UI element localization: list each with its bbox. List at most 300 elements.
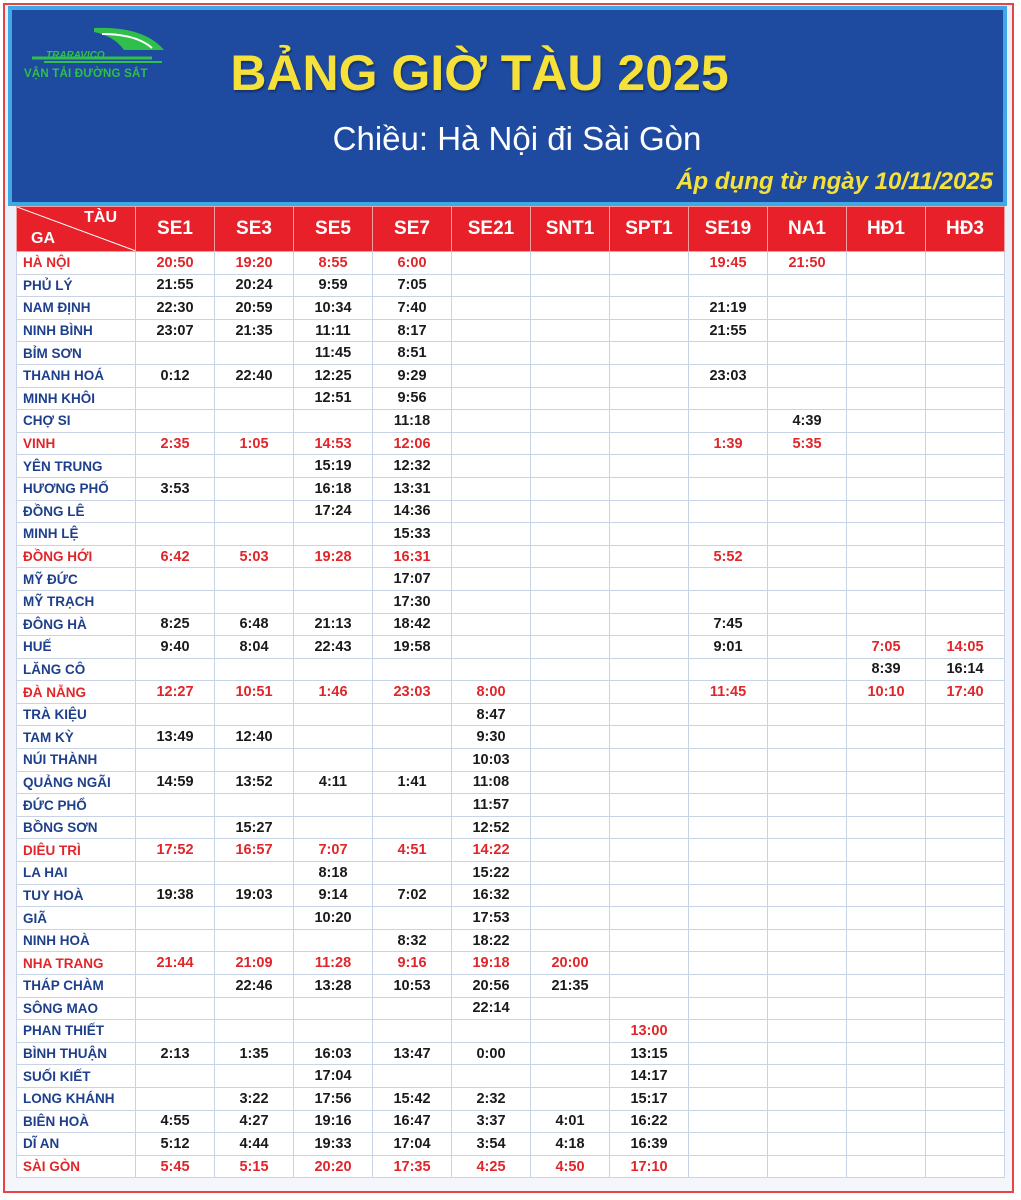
table-row xyxy=(17,975,1005,998)
time-cell xyxy=(215,929,294,952)
time-cell xyxy=(689,477,768,500)
time-cell: 12:40 xyxy=(215,726,294,749)
time-cell xyxy=(452,319,531,342)
time-cell xyxy=(926,1065,1005,1088)
station-name: HUẾ xyxy=(17,636,136,659)
time-cell xyxy=(689,816,768,839)
time-cell: 2:32 xyxy=(452,1087,531,1110)
time-cell xyxy=(689,1155,768,1178)
time-cell xyxy=(294,929,373,952)
time-cell xyxy=(610,884,689,907)
station-name: SÔNG MAO xyxy=(17,997,136,1020)
time-cell: 14:36 xyxy=(373,500,452,523)
time-cell: 8:04 xyxy=(215,636,294,659)
time-cell xyxy=(531,364,610,387)
station-name: DIÊU TRÌ xyxy=(17,839,136,862)
time-cell: 18:42 xyxy=(373,613,452,636)
time-cell: 7:07 xyxy=(294,839,373,862)
time-cell xyxy=(610,410,689,433)
time-cell: 9:56 xyxy=(373,387,452,410)
station-name: GIÃ xyxy=(17,907,136,930)
time-cell xyxy=(610,364,689,387)
time-cell xyxy=(373,997,452,1020)
time-cell xyxy=(689,274,768,297)
time-cell xyxy=(768,703,847,726)
time-cell xyxy=(847,477,926,500)
time-cell xyxy=(373,749,452,772)
train-header: SPT1 xyxy=(610,207,689,252)
time-cell xyxy=(926,545,1005,568)
time-cell: 4:50 xyxy=(531,1155,610,1178)
time-cell: 0:12 xyxy=(136,364,215,387)
time-cell: 14:53 xyxy=(294,432,373,455)
table-row xyxy=(17,1065,1005,1088)
time-cell xyxy=(531,749,610,772)
time-cell xyxy=(926,500,1005,523)
time-cell xyxy=(215,862,294,885)
time-cell: 17:07 xyxy=(373,568,452,591)
time-cell: 16:03 xyxy=(294,1042,373,1065)
time-cell xyxy=(768,907,847,930)
time-cell xyxy=(136,703,215,726)
time-cell xyxy=(531,1042,610,1065)
train-header: SE19 xyxy=(689,207,768,252)
time-cell xyxy=(847,907,926,930)
table-row xyxy=(17,703,1005,726)
time-cell xyxy=(215,749,294,772)
time-cell xyxy=(215,907,294,930)
station-name: ĐÀ NẴNG xyxy=(17,681,136,704)
time-cell: 11:57 xyxy=(452,794,531,817)
table-row xyxy=(17,613,1005,636)
time-cell: 16:14 xyxy=(926,658,1005,681)
time-cell: 10:51 xyxy=(215,681,294,704)
table-row xyxy=(17,1042,1005,1065)
time-cell xyxy=(689,929,768,952)
time-cell: 22:30 xyxy=(136,297,215,320)
time-cell: 20:50 xyxy=(136,252,215,275)
time-cell: 4:18 xyxy=(531,1133,610,1156)
time-cell: 5:52 xyxy=(689,545,768,568)
time-cell xyxy=(373,1020,452,1043)
time-cell xyxy=(531,455,610,478)
time-cell: 19:20 xyxy=(215,252,294,275)
station-name: LĂNG CÔ xyxy=(17,658,136,681)
time-cell xyxy=(610,907,689,930)
time-cell xyxy=(847,387,926,410)
time-cell: 19:18 xyxy=(452,952,531,975)
time-cell xyxy=(847,884,926,907)
time-cell xyxy=(452,636,531,659)
timetable xyxy=(16,206,1005,1178)
time-cell xyxy=(531,274,610,297)
time-cell xyxy=(531,862,610,885)
station-name: VINH xyxy=(17,432,136,455)
time-cell xyxy=(294,1020,373,1043)
time-cell xyxy=(847,342,926,365)
time-cell xyxy=(610,816,689,839)
time-cell xyxy=(847,862,926,885)
time-cell xyxy=(531,636,610,659)
time-cell xyxy=(610,274,689,297)
time-cell: 17:10 xyxy=(610,1155,689,1178)
time-cell xyxy=(847,1020,926,1043)
time-cell xyxy=(136,590,215,613)
table-row xyxy=(17,681,1005,704)
time-cell xyxy=(847,523,926,546)
time-cell: 7:05 xyxy=(847,636,926,659)
time-cell: 16:32 xyxy=(452,884,531,907)
table-row xyxy=(17,636,1005,659)
page-title: BẢNG GIỜ TÀU 2025 xyxy=(230,45,729,101)
time-cell xyxy=(689,500,768,523)
time-cell xyxy=(136,749,215,772)
time-cell xyxy=(531,929,610,952)
time-cell xyxy=(215,477,294,500)
time-cell: 6:48 xyxy=(215,613,294,636)
time-cell xyxy=(610,997,689,1020)
time-cell xyxy=(610,523,689,546)
time-cell xyxy=(531,839,610,862)
time-cell: 8:17 xyxy=(373,319,452,342)
time-cell xyxy=(847,1155,926,1178)
station-name: ĐỒNG HỚI xyxy=(17,545,136,568)
time-cell: 0:00 xyxy=(452,1042,531,1065)
table-row xyxy=(17,387,1005,410)
corner-header xyxy=(17,207,136,252)
time-cell: 23:03 xyxy=(373,681,452,704)
station-name: SUỐI KIẾT xyxy=(17,1065,136,1088)
time-cell: 1:05 xyxy=(215,432,294,455)
time-cell xyxy=(452,455,531,478)
time-cell: 4:27 xyxy=(215,1110,294,1133)
table-row xyxy=(17,1110,1005,1133)
time-cell xyxy=(373,658,452,681)
time-cell xyxy=(136,907,215,930)
time-cell: 8:00 xyxy=(452,681,531,704)
station-name: LA HAI xyxy=(17,862,136,885)
time-cell xyxy=(531,252,610,275)
time-cell: 11:45 xyxy=(294,342,373,365)
time-cell: 20:59 xyxy=(215,297,294,320)
time-cell xyxy=(452,613,531,636)
time-cell: 12:32 xyxy=(373,455,452,478)
time-cell xyxy=(768,455,847,478)
time-cell xyxy=(610,342,689,365)
table-row xyxy=(17,252,1005,275)
time-cell xyxy=(531,884,610,907)
time-cell: 4:11 xyxy=(294,771,373,794)
time-cell xyxy=(926,387,1005,410)
time-cell: 19:03 xyxy=(215,884,294,907)
time-cell xyxy=(452,342,531,365)
table-row xyxy=(17,794,1005,817)
time-cell: 19:45 xyxy=(689,252,768,275)
station-name: NHA TRANG xyxy=(17,952,136,975)
time-cell xyxy=(452,1020,531,1043)
train-header: SE21 xyxy=(452,207,531,252)
time-cell: 1:46 xyxy=(294,681,373,704)
time-cell xyxy=(847,749,926,772)
time-cell: 16:22 xyxy=(610,1110,689,1133)
effective-date: Áp dụng từ ngày 10/11/2025 xyxy=(676,168,993,195)
table-row xyxy=(17,749,1005,772)
time-cell: 10:03 xyxy=(452,749,531,772)
time-cell: 21:44 xyxy=(136,952,215,975)
time-cell xyxy=(294,410,373,433)
time-cell: 5:15 xyxy=(215,1155,294,1178)
time-cell xyxy=(294,749,373,772)
time-cell xyxy=(689,342,768,365)
time-cell xyxy=(926,839,1005,862)
time-cell xyxy=(610,477,689,500)
time-cell: 17:40 xyxy=(926,681,1005,704)
time-cell: 4:39 xyxy=(768,410,847,433)
time-cell xyxy=(531,703,610,726)
table-row xyxy=(17,1087,1005,1110)
time-cell: 19:16 xyxy=(294,1110,373,1133)
time-cell xyxy=(215,455,294,478)
time-cell xyxy=(926,929,1005,952)
time-cell xyxy=(531,297,610,320)
time-cell: 17:30 xyxy=(373,590,452,613)
time-cell xyxy=(452,500,531,523)
station-name: LONG KHÁNH xyxy=(17,1087,136,1110)
route-subtitle: Chiều: Hà Nội đi Sài Gòn xyxy=(332,120,702,157)
time-cell xyxy=(136,455,215,478)
time-cell xyxy=(215,703,294,726)
time-cell xyxy=(531,432,610,455)
time-cell xyxy=(689,410,768,433)
time-cell xyxy=(768,975,847,998)
time-cell xyxy=(610,839,689,862)
station-name: SÀI GÒN xyxy=(17,1155,136,1178)
time-cell: 20:20 xyxy=(294,1155,373,1178)
time-cell xyxy=(926,364,1005,387)
time-cell: 21:55 xyxy=(136,274,215,297)
time-cell xyxy=(768,658,847,681)
timetable-container xyxy=(16,206,1004,1178)
time-cell xyxy=(926,410,1005,433)
time-cell: 20:24 xyxy=(215,274,294,297)
time-cell xyxy=(926,862,1005,885)
time-cell xyxy=(926,297,1005,320)
time-cell xyxy=(768,997,847,1020)
table-row xyxy=(17,839,1005,862)
time-cell xyxy=(926,274,1005,297)
time-cell: 21:50 xyxy=(768,252,847,275)
time-cell: 9:01 xyxy=(689,636,768,659)
time-cell: 16:31 xyxy=(373,545,452,568)
time-cell xyxy=(768,1110,847,1133)
time-cell xyxy=(136,997,215,1020)
time-cell xyxy=(768,1155,847,1178)
time-cell: 5:03 xyxy=(215,545,294,568)
time-cell xyxy=(610,771,689,794)
time-cell: 15:17 xyxy=(610,1087,689,1110)
time-cell xyxy=(689,952,768,975)
time-cell xyxy=(768,523,847,546)
table-row xyxy=(17,952,1005,975)
table-row xyxy=(17,545,1005,568)
time-cell xyxy=(689,658,768,681)
time-cell: 16:39 xyxy=(610,1133,689,1156)
time-cell xyxy=(689,1020,768,1043)
table-row xyxy=(17,432,1005,455)
table-row xyxy=(17,297,1005,320)
time-cell xyxy=(531,545,610,568)
time-cell xyxy=(452,432,531,455)
time-cell: 16:57 xyxy=(215,839,294,862)
time-cell xyxy=(768,636,847,659)
time-cell xyxy=(768,590,847,613)
time-cell xyxy=(294,523,373,546)
time-cell xyxy=(926,794,1005,817)
time-cell xyxy=(610,975,689,998)
time-cell: 14:17 xyxy=(610,1065,689,1088)
time-cell: 15:22 xyxy=(452,862,531,885)
time-cell xyxy=(689,726,768,749)
station-name: HÀ NỘI xyxy=(17,252,136,275)
time-cell xyxy=(847,364,926,387)
time-cell xyxy=(531,410,610,433)
time-cell xyxy=(136,862,215,885)
time-cell: 23:07 xyxy=(136,319,215,342)
time-cell xyxy=(689,703,768,726)
time-cell: 8:32 xyxy=(373,929,452,952)
time-cell xyxy=(847,1087,926,1110)
station-name: YÊN TRUNG xyxy=(17,455,136,478)
time-cell xyxy=(610,862,689,885)
time-cell xyxy=(926,703,1005,726)
time-cell xyxy=(610,726,689,749)
time-cell xyxy=(610,952,689,975)
time-cell xyxy=(847,568,926,591)
table-row xyxy=(17,274,1005,297)
time-cell xyxy=(531,681,610,704)
time-cell xyxy=(926,455,1005,478)
table-row xyxy=(17,1133,1005,1156)
time-cell xyxy=(531,658,610,681)
time-cell xyxy=(847,1110,926,1133)
time-cell: 21:09 xyxy=(215,952,294,975)
time-cell xyxy=(610,636,689,659)
time-cell xyxy=(689,1133,768,1156)
timetable-header-row xyxy=(17,207,1005,252)
time-cell xyxy=(926,1087,1005,1110)
time-cell: 20:56 xyxy=(452,975,531,998)
time-cell xyxy=(452,410,531,433)
time-cell: 4:55 xyxy=(136,1110,215,1133)
time-cell: 19:33 xyxy=(294,1133,373,1156)
time-cell xyxy=(294,997,373,1020)
time-cell xyxy=(847,432,926,455)
time-cell xyxy=(373,794,452,817)
station-name: PHỦ LÝ xyxy=(17,274,136,297)
time-cell xyxy=(136,410,215,433)
time-cell xyxy=(215,523,294,546)
time-cell xyxy=(689,907,768,930)
table-row xyxy=(17,816,1005,839)
station-name: BỒNG SƠN xyxy=(17,816,136,839)
time-cell xyxy=(926,523,1005,546)
station-name: MỸ ĐỨC xyxy=(17,568,136,591)
time-cell: 4:25 xyxy=(452,1155,531,1178)
time-cell xyxy=(689,590,768,613)
time-cell xyxy=(136,523,215,546)
time-cell: 9:14 xyxy=(294,884,373,907)
table-row xyxy=(17,410,1005,433)
time-cell xyxy=(689,568,768,591)
time-cell xyxy=(531,590,610,613)
time-cell: 2:35 xyxy=(136,432,215,455)
station-name: NÚI THÀNH xyxy=(17,749,136,772)
time-cell xyxy=(452,297,531,320)
time-cell: 5:12 xyxy=(136,1133,215,1156)
time-cell xyxy=(768,613,847,636)
time-cell: 6:42 xyxy=(136,545,215,568)
time-cell xyxy=(847,455,926,478)
time-cell xyxy=(452,364,531,387)
train-header: SE3 xyxy=(215,207,294,252)
table-row xyxy=(17,907,1005,930)
time-cell: 11:11 xyxy=(294,319,373,342)
time-cell: 18:22 xyxy=(452,929,531,952)
time-cell xyxy=(689,1087,768,1110)
time-cell: 19:58 xyxy=(373,636,452,659)
time-cell xyxy=(531,997,610,1020)
time-cell xyxy=(926,771,1005,794)
time-cell xyxy=(452,477,531,500)
time-cell xyxy=(768,545,847,568)
time-cell: 7:40 xyxy=(373,297,452,320)
time-cell: 5:35 xyxy=(768,432,847,455)
time-cell xyxy=(531,477,610,500)
table-row xyxy=(17,523,1005,546)
time-cell: 4:01 xyxy=(531,1110,610,1133)
time-cell xyxy=(452,387,531,410)
station-name: MINH KHÔI xyxy=(17,387,136,410)
time-cell xyxy=(136,929,215,952)
time-cell: 16:18 xyxy=(294,477,373,500)
station-name: ĐỨC PHỔ xyxy=(17,794,136,817)
time-cell: 1:41 xyxy=(373,771,452,794)
time-cell xyxy=(531,319,610,342)
time-cell xyxy=(847,590,926,613)
time-cell: 5:45 xyxy=(136,1155,215,1178)
time-cell: 13:15 xyxy=(610,1042,689,1065)
time-cell: 8:18 xyxy=(294,862,373,885)
time-cell xyxy=(768,477,847,500)
time-cell xyxy=(215,387,294,410)
station-name: ĐÔNG HÀ xyxy=(17,613,136,636)
time-cell xyxy=(610,590,689,613)
time-cell: 1:39 xyxy=(689,432,768,455)
time-cell xyxy=(768,1042,847,1065)
time-cell: 19:38 xyxy=(136,884,215,907)
time-cell: 11:28 xyxy=(294,952,373,975)
time-cell xyxy=(926,975,1005,998)
time-cell xyxy=(373,907,452,930)
time-cell: 8:47 xyxy=(452,703,531,726)
time-cell xyxy=(926,1020,1005,1043)
time-cell: 21:35 xyxy=(531,975,610,998)
table-row xyxy=(17,364,1005,387)
time-cell xyxy=(847,794,926,817)
time-cell xyxy=(136,975,215,998)
station-name: PHAN THIẾT xyxy=(17,1020,136,1043)
time-cell xyxy=(452,545,531,568)
